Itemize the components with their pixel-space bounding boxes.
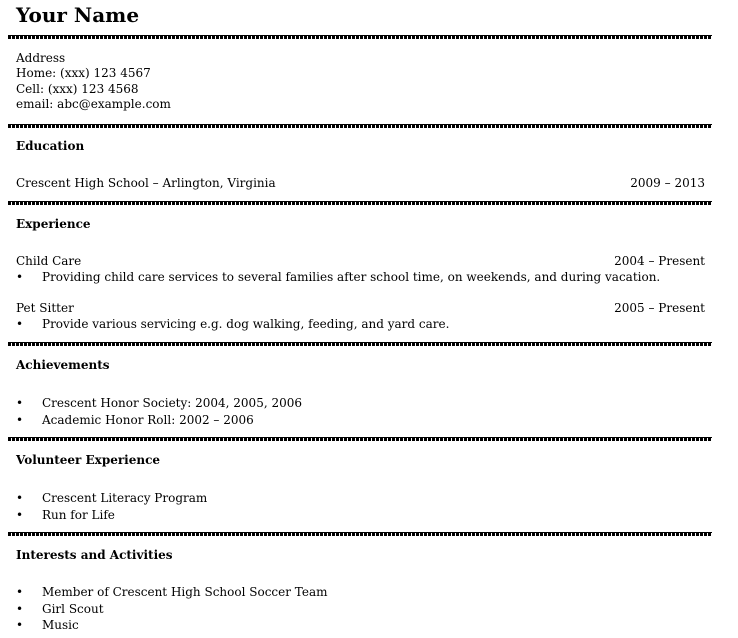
list-item: Member of Crescent High School Soccer Team [42, 585, 328, 599]
bullet-icon: • [16, 491, 24, 505]
bullet-icon: • [16, 508, 24, 522]
resume-name: Your Name [16, 3, 140, 27]
education-dates: 2009 – 2013 [630, 176, 705, 190]
education-heading: Education [16, 139, 85, 153]
bullet-icon: • [16, 317, 24, 331]
contact-cell-phone: Cell: (xxx) 123 4568 [16, 82, 139, 96]
bullet-icon: • [16, 396, 24, 410]
job-dates: 2004 – Present [614, 254, 705, 268]
section-divider [8, 437, 712, 441]
job-description: Providing child care services to several families after school time, on weekends, and during vacation. [42, 270, 661, 284]
section-divider [8, 201, 712, 205]
section-divider [8, 342, 712, 346]
contact-address: Address [16, 51, 66, 65]
list-item: Crescent Literacy Program [42, 491, 208, 505]
experience-heading: Experience [16, 217, 91, 231]
education-school: Crescent High School – Arlington, Virginia [16, 176, 276, 190]
bullet-icon: • [16, 602, 24, 616]
job-title: Child Care [16, 254, 82, 268]
list-item: Girl Scout [42, 602, 104, 616]
section-divider [8, 124, 712, 128]
section-divider [8, 35, 712, 39]
bullet-icon: • [16, 585, 24, 599]
section-divider [8, 532, 712, 536]
list-item: Academic Honor Roll: 2002 – 2006 [42, 413, 254, 427]
interests-heading: Interests and Activities [16, 548, 173, 562]
job-dates: 2005 – Present [614, 301, 705, 315]
list-item: Run for Life [42, 508, 115, 522]
volunteer-heading: Volunteer Experience [16, 453, 161, 467]
contact-email: email: abc@example.com [16, 97, 171, 111]
list-item: Music [42, 618, 79, 632]
bullet-icon: • [16, 413, 24, 427]
list-item: Crescent Honor Society: 2004, 2005, 2006 [42, 396, 302, 410]
job-description: Provide various servicing e.g. dog walking, feeding, and yard care. [42, 317, 450, 331]
bullet-icon: • [16, 618, 24, 632]
bullet-icon: • [16, 270, 24, 284]
job-title: Pet Sitter [16, 301, 74, 315]
contact-home-phone: Home: (xxx) 123 4567 [16, 66, 151, 80]
achievements-heading: Achievements [16, 358, 110, 372]
